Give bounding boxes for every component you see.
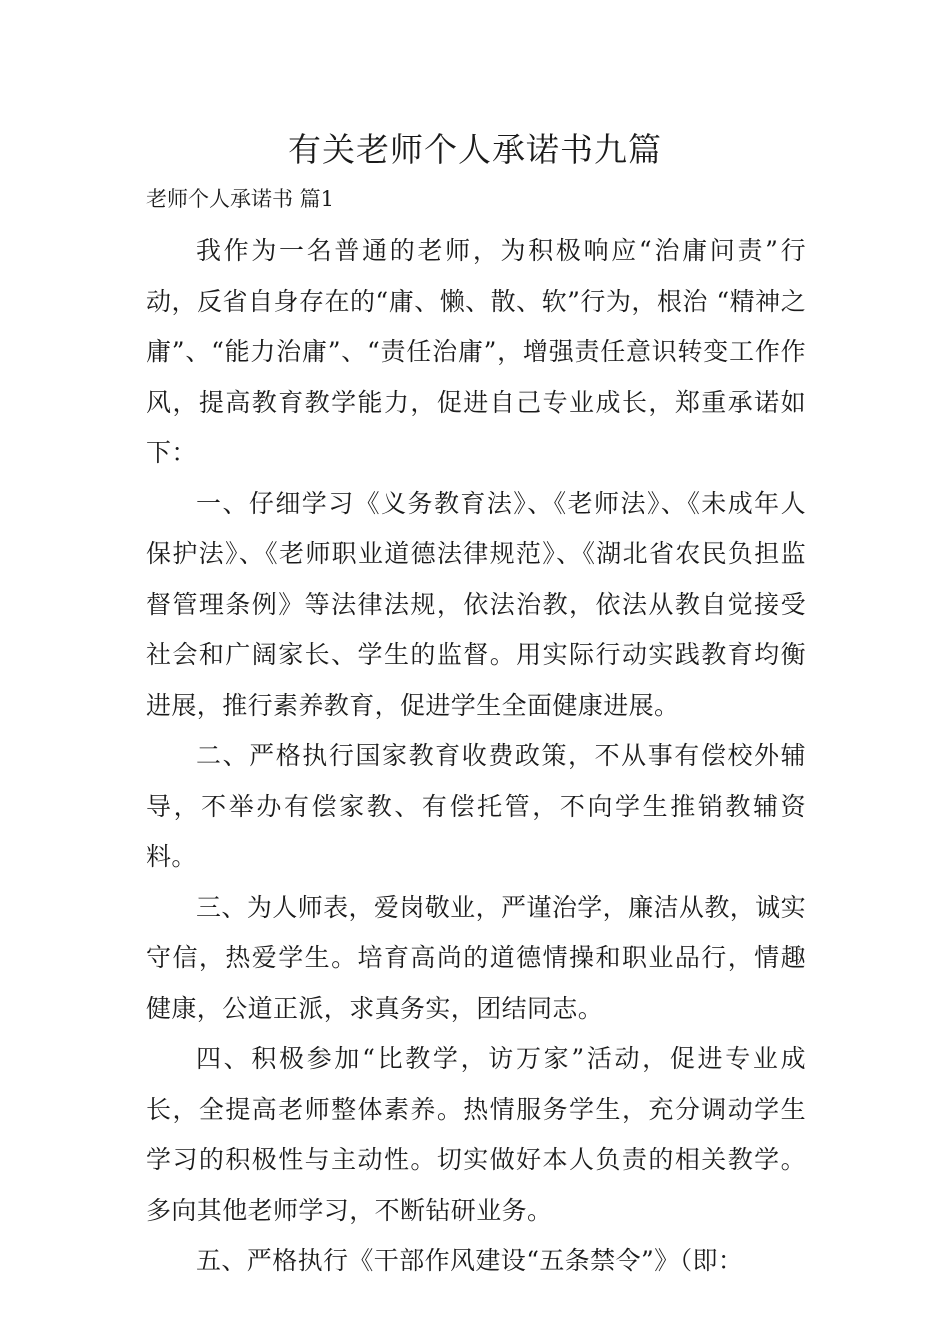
paragraph-item-4: 四、积极参加“比教学，访万家”活动，促进专业成长，全提高老师整体素养。热情服务学生，充分调动学生学习的积极性与主动性。切实做好本人负责的相关教学。多向其他老师学习，不断钻研业务。: [146, 1044, 806, 1225]
paragraph-item-2: 二、严格执行国家教育收费政策，不从事有偿校外辅导，不举办有偿家教、有偿托管，不向学生推销教辅资料。: [146, 741, 806, 871]
section-subtitle: 老师个人承诺书 篇1: [146, 187, 335, 211]
paragraph-item-1: 一、仔细学习《义务教育法》、《老师法》、《未成年人保护法》、《老师职业道德法律规范》、《湖北省农民负担监督管理条例》等法律法规，依法治教，依法从教自觉接受社会和广阔家长、学生的监督。用实际行动实践教育均衡进展，推行素养教育，促进学生全面健康进展。: [146, 488, 806, 720]
document-title: 有关老师个人承诺书九篇: [288, 130, 662, 169]
paragraph-intro: 我作为一名普通的老师，为积极响应“治庸问责”行动，反省自身存在的“庸、懒、散、软”行为，根治 “精神之庸”、“能力治庸”、“责任治庸”，增强责任意识转变工作作风，提高教育教学能力，促进自己专业成长，郑重承诺如下：: [146, 236, 806, 467]
paragraph-item-3: 三、为人师表，爱岗敬业，严谨治学，廉洁从教，诚实守信，热爱学生。培育高尚的道德情操和职业品行，情趣健康，公道正派，求真务实，团结同志。: [146, 892, 806, 1023]
paragraph-item-5: 五、严格执行《干部作风建设“五条禁令”》（即：: [196, 1246, 744, 1275]
document-body: [146, 226, 806, 1287]
